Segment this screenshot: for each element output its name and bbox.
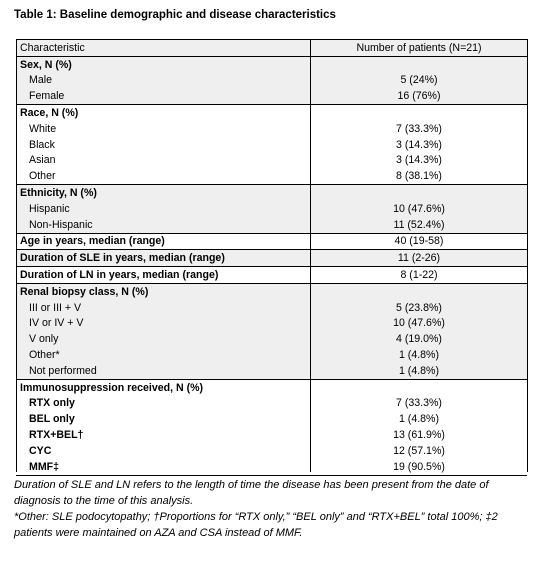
row-value: 1 (4.8%): [311, 347, 527, 363]
row-value: 10 (47.6%): [311, 316, 527, 332]
row-label: Sex, N (%): [16, 56, 311, 72]
row-label: White: [29, 122, 57, 135]
row-value: 1 (4.8%): [398, 413, 440, 426]
row-value: 19 (90.5%): [393, 460, 445, 473]
row-label: Other*: [16, 347, 311, 363]
row-value: 3 (14.3%): [396, 138, 442, 151]
table-row: [16, 201, 527, 217]
table-row-group: [16, 379, 527, 395]
row-value: [311, 185, 527, 201]
row-value: [311, 283, 527, 299]
table-row: [16, 411, 527, 427]
row-label: Immunosuppression received, N (%): [16, 379, 311, 395]
row-value: 7 (33.3%): [396, 397, 442, 410]
row-value: 5 (23.8%): [311, 300, 527, 316]
header-number-of-patients: Number of patients (N=21): [311, 40, 527, 57]
row-value: 10 (47.6%): [311, 201, 527, 217]
row-value: [311, 105, 527, 121]
table-row: [16, 217, 527, 233]
row-value: 5 (24%): [311, 73, 527, 89]
row-label: Other: [29, 170, 56, 183]
table-row: [16, 363, 527, 379]
row-label: III or III + V: [16, 300, 311, 316]
row-label: BEL only: [29, 413, 75, 426]
table-row: [16, 137, 527, 153]
baseline-characteristics-table: [16, 39, 527, 476]
table-row-group: [16, 105, 527, 121]
row-value: 1 (4.8%): [311, 363, 527, 379]
table-row: [16, 443, 527, 459]
table-row: [16, 73, 527, 89]
row-value: 8 (38.1%): [396, 170, 442, 183]
row-value: 8 (1-22): [311, 267, 527, 284]
row-label: CYC: [29, 444, 52, 457]
table-row-group: [16, 283, 527, 299]
row-label: Non-Hispanic: [16, 217, 311, 233]
row-label: Race, N (%): [16, 105, 311, 121]
row-label: Age in years, median (range): [16, 233, 311, 250]
row-label: Hispanic: [16, 201, 311, 217]
row-value: [311, 56, 527, 72]
table-row-group: [16, 185, 527, 201]
footnote-duration: Duration of SLE and LN refers to the length of time the disease has been present from the date of diagnosis to the time of this analysis.: [14, 479, 489, 507]
table-row: [16, 331, 527, 347]
header-characteristic: Characteristic: [16, 40, 311, 57]
table-row: [16, 347, 527, 363]
row-label: Duration of SLE in years, median (range): [16, 250, 311, 267]
row-label: Male: [16, 73, 311, 89]
row-label: Ethnicity, N (%): [16, 185, 311, 201]
row-label: Female: [16, 88, 311, 104]
table-row-group: [16, 56, 527, 72]
footnote-abbreviations: *Other: SLE podocytopathy; †Proportions for “RTX only,” “BEL only” and “RTX+BEL” total 100%; ‡2 patients were maintained on AZA and CSA instead of MMF.: [14, 511, 498, 539]
table-row: [16, 168, 527, 184]
row-value: 7 (33.3%): [396, 122, 442, 135]
row-value: 12 (57.1%): [393, 444, 445, 457]
table-row: [16, 233, 527, 250]
table-title: Table 1: Baseline demographic and disease characteristics: [14, 9, 336, 21]
row-value: 4 (19.0%): [311, 331, 527, 347]
row-label: Asian: [29, 154, 56, 167]
table-row: [16, 396, 527, 412]
table-row: [16, 459, 527, 475]
row-label: V only: [16, 331, 311, 347]
row-value: 40 (19-58): [311, 233, 527, 250]
row-label: Renal biopsy class, N (%): [16, 283, 311, 299]
row-label: RTX only: [29, 397, 75, 410]
table-row: [16, 316, 527, 332]
row-value: 11 (52.4%): [311, 217, 527, 233]
table-row: [16, 153, 527, 169]
table-row: [16, 121, 527, 137]
table-header-row: [16, 40, 527, 57]
row-label: RTX+BEL†: [29, 429, 84, 442]
table-row: [16, 300, 527, 316]
row-value: [311, 379, 527, 395]
row-value: 13 (61.9%): [393, 429, 445, 442]
table-row: [16, 250, 527, 267]
row-value: 16 (76%): [311, 88, 527, 104]
table-row: [16, 427, 527, 443]
row-value: 11 (2-26): [311, 250, 527, 267]
table-footnotes: [14, 477, 534, 541]
table-row: [16, 88, 527, 104]
row-label: Black: [29, 138, 55, 151]
table-row: [16, 267, 527, 284]
row-label: IV or IV + V: [16, 316, 311, 332]
row-label: Duration of LN in years, median (range): [16, 267, 311, 284]
row-label: MMF‡: [29, 460, 60, 473]
row-value: 3 (14.3%): [396, 154, 442, 167]
row-label: Not performed: [16, 363, 311, 379]
